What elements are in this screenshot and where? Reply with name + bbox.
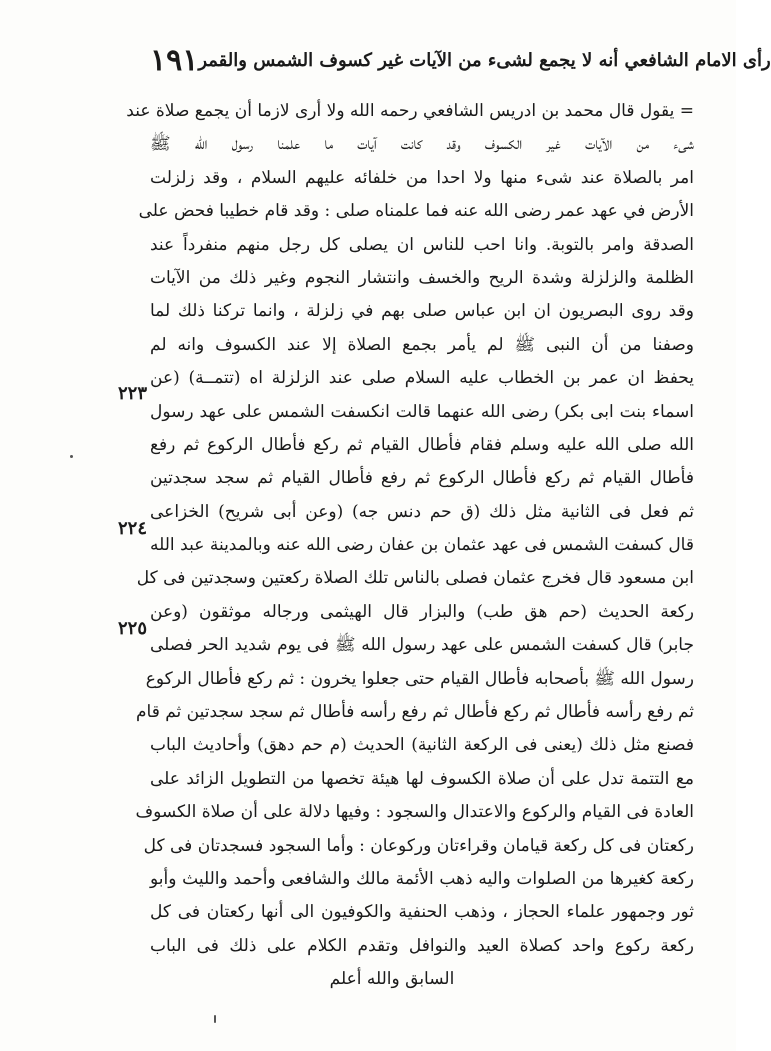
text-line: مع التتمة تدل على أن صلاة الكسوف لها هيئة تخصها من التطويل الزائد على — [150, 768, 694, 789]
text-line: يحفظ ان عمر بن الخطاب عليه السلام صلى عند الزلزلة اه (تتمــة) (عن — [150, 368, 694, 389]
text-line: ركعة ركوع واحد كصلاة العيد والنوافل وتقدم الكلام على ذلك فى الباب — [150, 935, 694, 956]
text-line: الصدقة وامر بالتوبة. وانا احب للناس ان يصلى كل رجل منهم منفرداً عند — [150, 234, 694, 255]
text-line: ركعة كغيرها من الصلوات واليه ذهب الأئمة مالك والشافعى وأحمد والليث وأبو — [150, 868, 694, 889]
text-line: امر بالصلاة عند شىء منها ولا احدا من خلفائه عليهم السلام ، وقد زلزلت — [150, 167, 694, 188]
text-line: الظلمة والزلزلة وشدة الريح والخسف وانتشار النجوم وغير ذلك من الآيات — [150, 267, 694, 288]
text-line: ثم فعل فى الثانية مثل ذلك (ق حم دنس جه) (وعن أبى شريح) الخزاعى — [150, 501, 694, 522]
text-line: ثم رفع رأسه فأطال ثم ركع فأطال ثم رفع رأسه فأطال ثم سجد سجدتين ثم قام — [135, 702, 694, 723]
margin-hadith-number: ٢٢٤ — [118, 518, 148, 539]
text-line: ركعتان فى كل ركعة قيامان وقراءتان وركوعان : وأما السجود فسجدتان فى كل — [143, 835, 694, 856]
text-line: رسول الله ﷺ بأصحابه فأطال القيام حتى جعلوا يخرون : ثم ركع فأطال الركوع — [145, 668, 694, 689]
text-line: ابن مسعود قال فخرج عثمان فصلى بالناس تلك الصلاة ركعتين وسجدتين فى كل — [136, 568, 694, 589]
text-line-final: السابق والله أعلم — [329, 969, 455, 990]
margin-hadith-number: ٢٢٣ — [118, 383, 148, 404]
scan-speck — [214, 1015, 216, 1023]
text-line: وصفنا من أن النبى ﷺ لم يأمر بجمع الصلاة إلا عند الكسوف وانه لم — [150, 334, 694, 355]
text-line: قال كسفت الشمس فى عهد عثمان بن عفان رضى الله عنه وبالمدينة عبد الله — [150, 535, 694, 556]
text-line: جابر) قال كسفت الشمس على عهد رسول الله ﷺ فى يوم شديد الحر فصلى — [150, 635, 694, 656]
text-line: الله صلى الله عليه وسلم فقام فأطال القيام ثم ركع فأطال الركوع ثم رفع — [150, 434, 694, 455]
text-line: الأرض في عهد عمر رضى الله عنه فما علمناه صلى : وقد قام خطيبا فحض على — [138, 201, 694, 222]
text-line: فأطال القيام ثم ركع فأطال الركوع ثم رفع فأطال القيام ثم سجد سجدتين — [150, 468, 694, 489]
text-line: العادة فى القيام والركوع والاعتدال والسجود : وفيها دلالة على أن صلاة الكسوف — [135, 802, 694, 823]
text-line: وقد روى البصريون ان ابن عباس صلى بهم في زلزلة ، وانما تركنا ذلك لما — [150, 301, 694, 322]
scan-speck — [70, 455, 73, 458]
text-line: ثور وجمهور علماء الحجاز ، وذهب الحنفية والكوفيون الى أنها ركعتان فى كل — [150, 902, 694, 923]
running-head — [150, 38, 771, 82]
running-title: رأى الامام الشافعي أنه لا يجمع لشىء من الآيات غير كسوف الشمس والقمر — [198, 49, 771, 71]
text-line: شىء من الآيات غير الكسوف وقد كانت آيات ما علمنا رسول الله ﷺ — [150, 134, 694, 155]
margin-hadith-number: ٢٢٥ — [118, 618, 148, 639]
text-line: اسماء بنت ابى بكر) رضى الله عنهما قالت انكسفت الشمس على عهد رسول — [150, 401, 694, 422]
text-line: فصنع مثل ذلك (يعنى فى الركعة الثانية) الحديث (م حم دهق) وأحاديث الباب — [150, 735, 694, 756]
text-line: = يقول قال محمد بن ادريس الشافعي رحمه الله ولا أرى لازما أن يجمع صلاة عند — [126, 101, 694, 121]
text-line: ركعة الحديث (حم هق طب) والبزار قال الهيثمى ورجاله موثقون (وعن — [150, 601, 694, 622]
page-number: ١٩١ — [150, 42, 199, 78]
